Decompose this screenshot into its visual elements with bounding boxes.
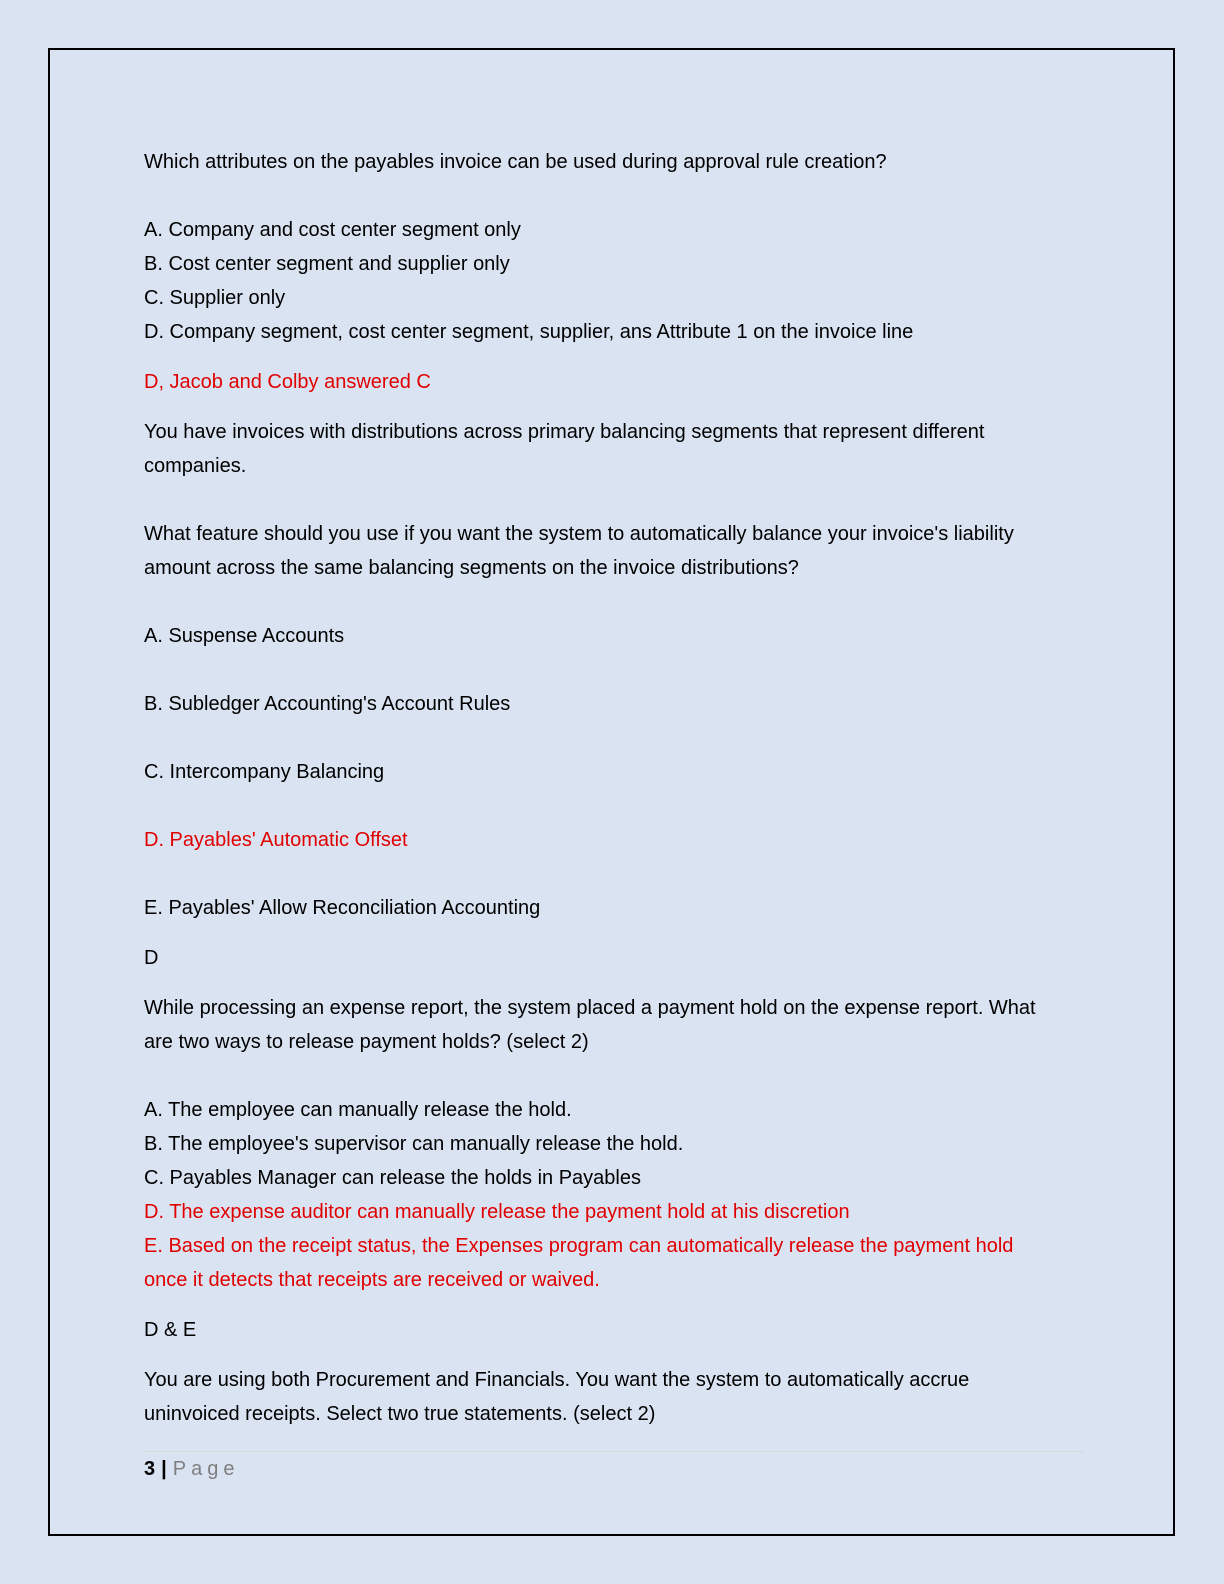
q1-option-c: C. Supplier only	[144, 287, 286, 309]
q4-question: You are using both Procurement and Financials. You want the system to automatically accrue uninvoiced receipts. Select two true statements. (select 2)	[144, 1369, 970, 1425]
q1-option-b: B. Cost center segment and supplier only	[144, 253, 510, 275]
q1-option-a: A. Company and cost center segment only	[144, 219, 521, 241]
q2-option-b: B. Subledger Accounting's Account Rules	[144, 693, 511, 715]
q3-option-d: D. The expense auditor can manually release the payment hold at his discretion	[144, 1201, 850, 1223]
q2-question: What feature should you use if you want the system to automatically balance your invoice's liability amount across the same balancing segments on the invoice distributions?	[144, 523, 1014, 579]
page-content	[144, 145, 1084, 1431]
q3-option-c: C. Payables Manager can release the holds in Payables	[144, 1167, 641, 1189]
q1-answer: D, Jacob and Colby answered C	[144, 371, 431, 393]
q2-answer: D	[144, 947, 159, 969]
page-number: 3	[144, 1458, 156, 1480]
q1-option-d: D. Company segment, cost center segment, supplier, ans Attribute 1 on the invoice line	[144, 321, 914, 343]
q1-question: Which attributes on the payables invoice can be used during approval rule creation?	[144, 151, 887, 173]
q2-option-c: C. Intercompany Balancing	[144, 761, 385, 783]
footer-divider	[144, 1451, 1084, 1452]
q3-option-a: A. The employee can manually release the hold.	[144, 1099, 572, 1121]
q3-option-b: B. The employee's supervisor can manually release the hold.	[144, 1133, 684, 1155]
q2-intro: You have invoices with distributions across primary balancing segments that represent different companies.	[144, 421, 985, 477]
page-footer	[144, 1454, 239, 1484]
footer-separator: |	[161, 1458, 167, 1480]
q2-option-e: E. Payables' Allow Reconciliation Accounting	[144, 897, 541, 919]
q2-option-a: A. Suspense Accounts	[144, 625, 345, 647]
q2-option-d: D. Payables' Automatic Offset	[144, 829, 408, 851]
q3-question: While processing an expense report, the system placed a payment hold on the expense report. What are two ways to release payment holds? (select 2)	[144, 997, 1036, 1053]
q3-option-e: E. Based on the receipt status, the Expenses program can automatically release the payment hold once it detects that receipts are received or waived.	[144, 1235, 1014, 1291]
q3-answer: D & E	[144, 1319, 197, 1341]
page-label: Page	[172, 1458, 240, 1480]
